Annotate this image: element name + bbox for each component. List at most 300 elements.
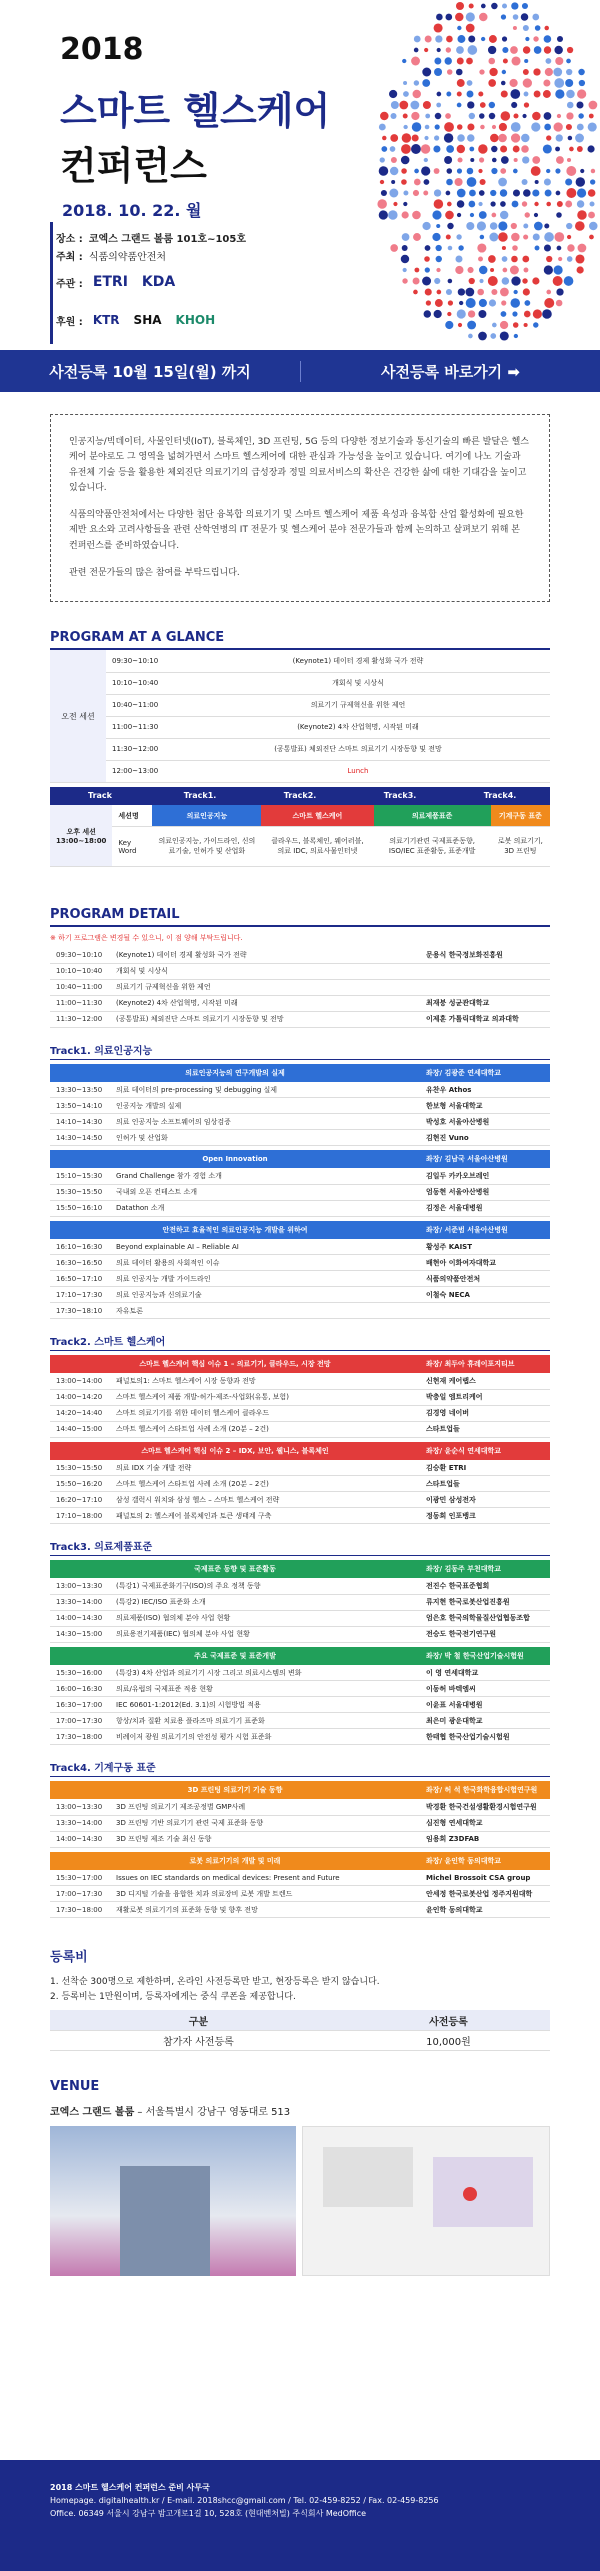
- hero-dot: [478, 91, 483, 96]
- session-title: 국제표준 동향 및 표준활동: [194, 1565, 276, 1574]
- schedule-speaker: 김정은 서울대병원: [420, 1200, 550, 1216]
- hero-dot: [467, 267, 473, 273]
- hero-dot: [490, 201, 495, 206]
- hero-dot: [488, 46, 496, 54]
- hero-dot: [577, 200, 584, 207]
- hero-dot: [535, 246, 540, 251]
- glance-track-label: Track4.: [450, 787, 550, 805]
- hero-dot: [588, 212, 595, 219]
- schedule-row: [50, 1713, 550, 1729]
- hero-dot: [501, 90, 508, 97]
- hero-dot: [544, 178, 551, 185]
- schedule-time: 14:30~14:50: [50, 1130, 110, 1146]
- hero-dot: [390, 244, 398, 252]
- hero-dot: [457, 124, 462, 129]
- hero-dot: [435, 299, 443, 307]
- schedule-time: 11:00~11:30: [50, 995, 110, 1011]
- hero-dot: [434, 68, 442, 76]
- hero-dot: [469, 147, 474, 152]
- hero-dot: [445, 113, 451, 119]
- hero-dot: [436, 245, 442, 251]
- hero-dot: [457, 35, 465, 43]
- glance-row: [50, 760, 550, 782]
- hero-dot: [478, 202, 482, 206]
- schedule-speaker: 이윤표 서울대병원: [420, 1697, 550, 1713]
- schedule-time: 14:00~14:30: [50, 1610, 110, 1626]
- hero-dot: [466, 298, 476, 308]
- hero-dot: [379, 210, 388, 219]
- hero-dot: [425, 125, 430, 130]
- fee-note-2: 2. 등록비는 1만원이며, 등록자에게는 중식 쿠폰을 제공합니다.: [50, 1992, 296, 2003]
- session-chair: 좌장/ 최두아 휴레이포지티브: [426, 1360, 515, 1369]
- hero-dot: [432, 210, 441, 219]
- hero-dot: [546, 256, 552, 262]
- fee-cell-price: 10,000원: [347, 2030, 550, 2050]
- hero-dot: [544, 35, 552, 43]
- program-detail: [50, 907, 550, 1918]
- hero-dot: [511, 133, 520, 142]
- hero-dot: [470, 158, 474, 162]
- track-title: Track3. 의료제품표준: [50, 1538, 550, 1556]
- schedule-time: 16:10~16:30: [50, 1239, 110, 1255]
- hero-dot: [567, 235, 571, 239]
- glance-row: [50, 650, 550, 672]
- hero-dot: [544, 124, 551, 131]
- hero-dot: [503, 268, 508, 273]
- schedule-row: [50, 1287, 550, 1303]
- hero-dot: [402, 211, 409, 218]
- hero-dot: [532, 277, 539, 284]
- hero-dot: [533, 68, 540, 75]
- hero-dot: [491, 289, 497, 295]
- session-chair: 좌장/ 윤순식 연세대학교: [426, 1446, 502, 1455]
- hero-dot: [467, 168, 474, 175]
- hero-dot: [510, 266, 519, 275]
- hero-dot: [458, 323, 462, 327]
- hero-dot: [478, 310, 486, 318]
- hero-dot: [455, 13, 463, 21]
- fee-note-1: 1. 선착순 300명으로 제한하며, 온라인 사전등록만 받고, 현장등록은 받지 않습니다.: [50, 1977, 380, 1988]
- hero-dot: [424, 310, 431, 317]
- glance-track-name: 의료제품표준: [374, 805, 491, 827]
- hero-dot: [411, 112, 419, 120]
- hero-dot: [436, 224, 440, 228]
- hero-dot: [414, 48, 419, 53]
- schedule-time: 16:20~17:10: [50, 1492, 110, 1508]
- hero-dot: [533, 322, 538, 327]
- hero-dot: [401, 168, 407, 174]
- session-table: [50, 1460, 550, 1525]
- schedule-title: 3D 프린팅 의료기기 제조공정별 GMP사례: [110, 1799, 420, 1815]
- schedule-time: 09:30~10:10: [50, 947, 110, 963]
- hero-dot: [577, 124, 584, 131]
- schedule-row: [50, 1681, 550, 1697]
- hero-dot: [489, 35, 497, 43]
- session-header: [50, 1560, 550, 1578]
- hero-dot: [543, 90, 551, 98]
- hero-dot: [566, 90, 575, 99]
- hero-dot: [566, 188, 576, 198]
- schedule-row: [50, 1799, 550, 1815]
- session-title: 안전하고 효율적인 의료인공지능 개발을 위하여: [162, 1225, 308, 1234]
- hero-dot: [480, 125, 485, 130]
- hero-dot: [523, 224, 528, 229]
- hero-dot: [468, 334, 473, 339]
- schedule-title: (특강1) 국제표준화기구(ISO)의 주요 정책 동향: [110, 1578, 420, 1594]
- glance-track-label: Track2.: [250, 787, 350, 805]
- etri-logo: ETRI: [92, 274, 128, 290]
- track-title: Track4. 기계구동 표준: [50, 1759, 550, 1777]
- hero-dot: [425, 288, 432, 295]
- schedule-title: (Keynote2) 4차 산업혁명, 시작된 미래: [110, 995, 420, 1011]
- hero-dot: [414, 268, 419, 273]
- hero-dot: [414, 80, 419, 85]
- hero-dot: [489, 233, 498, 242]
- schedule-title: 인공지능 개발의 실제: [110, 1098, 420, 1114]
- hero-dot: [578, 244, 587, 253]
- hero-dot: [480, 102, 486, 108]
- fee-cell-type: 참가자 사전등록: [50, 2030, 347, 2050]
- schedule-title: 3D 프린팅 기반 의료기기 관련 국제 표준화 동향: [110, 1815, 420, 1831]
- hero-dot: [454, 178, 462, 186]
- hero-dot: [457, 58, 464, 65]
- hero-dot: [421, 144, 430, 153]
- hero-dot: [435, 113, 442, 120]
- schedule-time: 13:00~13:30: [50, 1578, 110, 1594]
- hero-dot: [503, 58, 508, 63]
- hero-dot: [544, 245, 551, 252]
- hero-dot: [401, 156, 410, 165]
- sponsor-label: 후원 :: [56, 316, 83, 328]
- hero-dot: [578, 113, 583, 118]
- hero-dot: [544, 112, 552, 120]
- footer-office: 2018 스마트 헬스케어 컨퍼런스 준비 사무국: [50, 2483, 210, 2492]
- hero-dot: [500, 201, 506, 207]
- fee-header-type: 구분: [50, 2010, 347, 2030]
- schedule-title: Beyond explainable AI – Reliable AI: [110, 1239, 420, 1255]
- hero-dot: [564, 276, 574, 286]
- hero-dot: [566, 112, 573, 119]
- kda-logo: KDA: [141, 274, 176, 290]
- intro-paragraph-1: 인공지능/빅데이터, 사물인터넷(IoT), 블록체인, 3D 프린팅, 5G 등의 다양한 정보기술과 통신기술의 빠른 발달은 헬스케어 분야로도 그 영역을 넓혀가면서 스마트 헬스케어에 대한 관심과 가능성을 높이고 있습니다. 여기에 나노 기술과 유전체 기술 등을 활용한 체외진단 의료기기의 급성장과 정밀 의료서비스의 확산은 건강한 삶에 대한 기대감을 높이고 있습니다.: [69, 437, 529, 493]
- fee-header-pre: 사전등록: [347, 2010, 550, 2030]
- hero-dot: [467, 80, 473, 86]
- hero-dot: [554, 265, 563, 274]
- hero-dot: [457, 189, 466, 198]
- session-header: [50, 1781, 550, 1799]
- hero-dot: [511, 256, 518, 263]
- hero-dot: [577, 146, 583, 152]
- glance-row: [50, 738, 550, 760]
- hero-dot: [469, 201, 476, 208]
- hero-dot: [544, 26, 548, 30]
- session-chair: 좌장/ 서준범 서울아산병원: [426, 1225, 508, 1234]
- hero-dot: [467, 101, 474, 108]
- glance-keyword: 클라우드, 블록체인, 웨어러블, 의료 IDC, 의료사물인터넷: [261, 827, 373, 867]
- hero-dot: [545, 58, 551, 64]
- hero-dot: [479, 299, 487, 307]
- hero-dot: [580, 169, 584, 173]
- hero-dot: [544, 224, 549, 229]
- glance-track-row: [50, 787, 550, 805]
- hero-dot: [502, 256, 508, 262]
- schedule-time: 13:00~14:00: [50, 1373, 110, 1389]
- hero-dot: [566, 69, 572, 75]
- hero-dot: [512, 245, 518, 251]
- schedule-speaker: 전승도 한국전기연구원: [420, 1626, 550, 1642]
- hero-dot: [479, 190, 485, 196]
- schedule-speaker: 신현재 케어랩스: [420, 1373, 550, 1389]
- hero-dot: [544, 232, 554, 242]
- hero-dot: [444, 122, 454, 132]
- hero-dot: [509, 79, 517, 87]
- hero-dot: [565, 201, 572, 208]
- hero-dot: [458, 157, 463, 162]
- session-title: 스마트 헬스케어 핵심 이슈 1 – 의료기기, 클라우드, 시장 전망: [139, 1360, 331, 1369]
- hero-dot: [555, 147, 560, 152]
- hero-dot: [469, 278, 475, 284]
- session-title: 스마트 헬스케어 핵심 이슈 2 – IDX, 보안, 웰니스, 블록체인: [141, 1446, 329, 1455]
- hero-dot: [399, 101, 408, 110]
- hero-dot: [467, 134, 474, 141]
- hero-dot: [502, 70, 506, 74]
- glance-table: [50, 650, 550, 783]
- hero-dot: [556, 191, 561, 196]
- hero-dot: [457, 134, 465, 142]
- schedule-title: 의료 인공지능과 신의료기술: [110, 1287, 420, 1303]
- registration-link[interactable]: 사전등록 바로가기 ➡: [300, 361, 600, 382]
- session-chair: 좌장/ 김남국 서울아산병원: [426, 1155, 508, 1164]
- schedule-row: [50, 1373, 550, 1389]
- registration-banner: [0, 350, 600, 392]
- schedule-row: [50, 1200, 550, 1216]
- hero-dot: [434, 135, 439, 140]
- schedule-title: Grand Challenge 참가 경험 소개: [110, 1168, 420, 1184]
- hero-dot: [533, 36, 538, 41]
- hero-dot: [533, 309, 542, 318]
- hero-dot: [481, 37, 485, 41]
- hero-dot: [391, 157, 397, 163]
- hero-dot: [500, 168, 506, 174]
- hero-dot: [447, 168, 453, 174]
- hero-dot: [457, 92, 462, 97]
- hero-dot: [436, 256, 442, 262]
- schedule-row: [50, 1303, 550, 1319]
- schedule-row: [50, 1168, 550, 1184]
- hero-dot: [437, 92, 442, 97]
- hero-dot: [457, 103, 462, 108]
- hero-dot: [426, 300, 431, 305]
- hero-dot: [498, 232, 508, 242]
- hero-dot: [501, 81, 506, 86]
- hero-dot: [491, 213, 496, 218]
- hero-dot: [557, 114, 561, 118]
- hero-dot: [469, 113, 475, 119]
- hero-dot: [491, 146, 497, 152]
- hero-dot: [521, 134, 529, 142]
- hero-dot: [567, 256, 573, 262]
- schedule-time: 15:30~17:00: [50, 1870, 110, 1886]
- hero-dot: [422, 222, 430, 230]
- hero-dot: [534, 202, 538, 206]
- hero-dot: [523, 69, 529, 75]
- hero-dot: [511, 122, 521, 132]
- hero-dot: [522, 256, 529, 263]
- hero-dot: [382, 136, 386, 140]
- schedule-title: 스마트 헬스케어 제품 개발-허가-제조-사업화(유통, 보험): [110, 1389, 420, 1405]
- schedule-time: 15:30~16:00: [50, 1665, 110, 1681]
- hero-dot: [490, 268, 494, 272]
- hero-dot: [412, 134, 419, 141]
- hero-dot: [557, 201, 563, 207]
- session-header: [50, 1647, 550, 1665]
- schedule-speaker: [420, 1303, 550, 1319]
- hero-dot: [401, 144, 411, 154]
- schedule-speaker: 스타트업들: [420, 1476, 550, 1492]
- hero-dot: [565, 79, 573, 87]
- hero-dot: [444, 133, 453, 142]
- glance-keyword: 의료인공지능, 가이드라인, 신의료기술, 인허가 및 산업화: [152, 827, 261, 867]
- hero-dot: [588, 122, 597, 131]
- hero-dot: [511, 233, 520, 242]
- schedule-time: 15:50~16:10: [50, 1200, 110, 1216]
- hero-dot: [479, 69, 484, 74]
- schedule-speaker: 한태협 한국산업기술시험원: [420, 1729, 550, 1745]
- hero-dot: [425, 245, 431, 251]
- schedule-title: 의료/유럽의 국제표준 적용 현황: [110, 1681, 420, 1697]
- schedule-title: Issues on IEC standards on medical devices: Present and Future: [110, 1870, 420, 1886]
- schedule-title: 자유토론: [110, 1303, 420, 1319]
- session-table: [50, 1373, 550, 1438]
- schedule-time: 16:30~17:00: [50, 1697, 110, 1713]
- hero-dot: [577, 89, 586, 98]
- hero-dot: [575, 221, 585, 231]
- schedule-title: 비례이저 광원 의료기기의 안전성 평가 시험 표준화: [110, 1729, 420, 1745]
- hero-dot: [445, 211, 454, 220]
- hero-dot: [556, 156, 564, 164]
- schedule-time: 14:40~15:00: [50, 1421, 110, 1437]
- schedule-time: 17:30~18:00: [50, 1729, 110, 1745]
- hero-dot: [522, 3, 528, 9]
- hero-dot: [465, 288, 474, 297]
- hero-dot: [459, 301, 463, 305]
- place-label: 장소 :: [56, 233, 83, 245]
- glance-session: 오전 세션: [50, 650, 106, 782]
- schedule-title: 의료 데이터의 pre-processing 및 debugging 실제: [110, 1082, 420, 1098]
- hero-dot: [492, 125, 496, 129]
- hero-dot: [456, 2, 464, 10]
- hero-dot: [575, 254, 584, 263]
- hero-dot: [524, 102, 529, 107]
- schedule-row: [50, 1831, 550, 1847]
- session-title: Open Innovation: [202, 1155, 268, 1164]
- hero-dot: [447, 69, 453, 75]
- hero-dot: [446, 191, 451, 196]
- glance-track-name: 의료인공지능: [152, 805, 261, 827]
- schedule-title: (특강2) IEC/ISO 표준화 소개: [110, 1594, 420, 1610]
- hero-dot: [377, 199, 387, 209]
- session-header: [50, 1355, 550, 1373]
- hero-dot: [445, 57, 452, 64]
- session-title: 주요 국제표준 및 표준개발: [194, 1651, 276, 1660]
- hero-dot: [513, 14, 519, 20]
- hero-dot: [502, 246, 506, 250]
- session-header: [50, 1442, 550, 1460]
- session-chair: 좌장/ 윤인학 동의대학교: [426, 1856, 502, 1865]
- hero-dot: [478, 169, 482, 173]
- schedule-row: [50, 1011, 550, 1027]
- hero-dot: [511, 56, 520, 65]
- hero-dot: [434, 310, 442, 318]
- hero-dot: [457, 145, 465, 153]
- hero-dot: [403, 114, 408, 119]
- schedule-time: 14:30~15:00: [50, 1626, 110, 1642]
- hero-dot: [501, 300, 506, 305]
- hero-dot: [513, 146, 520, 153]
- schedule-row: [50, 1729, 550, 1745]
- schedule-title: 개회식 및 시상식: [110, 963, 420, 979]
- hero-dot: [402, 278, 407, 283]
- hero-dot: [422, 68, 431, 77]
- hero-dot: [448, 246, 453, 251]
- hero-dot: [590, 179, 595, 184]
- hero-dot: [501, 311, 507, 317]
- hero-dot: [568, 136, 573, 141]
- hero-dot: [512, 201, 519, 208]
- hero-dot: [424, 136, 428, 140]
- schedule-time: 16:00~16:30: [50, 1681, 110, 1697]
- schedule-speaker: 김승환 ETRI: [420, 1460, 550, 1476]
- hero-dot: [488, 255, 496, 263]
- hero-dot: [479, 266, 487, 274]
- schedule-title: 국내외 오픈 컨테스트 소개: [110, 1184, 420, 1200]
- hero-dot: [588, 189, 596, 197]
- venue-map: [302, 2126, 550, 2276]
- schedule-time: 13:30~13:50: [50, 1082, 110, 1098]
- schedule-speaker: 김현진 Vuno: [420, 1130, 550, 1146]
- hero-dot: [456, 69, 463, 76]
- hero-dot: [513, 189, 520, 196]
- hero-dot: [492, 323, 497, 328]
- hero-dot: [414, 169, 419, 174]
- hero-dot: [522, 201, 527, 206]
- hero-dot: [567, 244, 574, 251]
- hero-dot: [425, 114, 430, 119]
- schedule-speaker: 김일두 카카오브레인: [420, 1168, 550, 1184]
- schedule-time: 14:20~14:40: [50, 1405, 110, 1421]
- schedule-row: [50, 1389, 550, 1405]
- hero-dot: [457, 213, 461, 217]
- hero-dot: [510, 89, 520, 99]
- hero-dot: [389, 189, 398, 198]
- hero-dot: [579, 80, 585, 86]
- hero-dot: [566, 166, 576, 176]
- hero-dot: [446, 92, 451, 97]
- hero-dot: [511, 223, 517, 229]
- hero-dot: [510, 298, 519, 307]
- hero-dot: [434, 58, 441, 65]
- hero-dot: [468, 45, 478, 55]
- hero-dot: [448, 279, 453, 284]
- hero-dot: [458, 288, 465, 295]
- hero-dot: [523, 78, 532, 87]
- hero-dot: [413, 90, 421, 98]
- hero-dot: [466, 58, 473, 65]
- hero-dot: [524, 268, 529, 273]
- schedule-row: [50, 1697, 550, 1713]
- schedule-row: [50, 1870, 550, 1886]
- schedule-row: [50, 979, 550, 995]
